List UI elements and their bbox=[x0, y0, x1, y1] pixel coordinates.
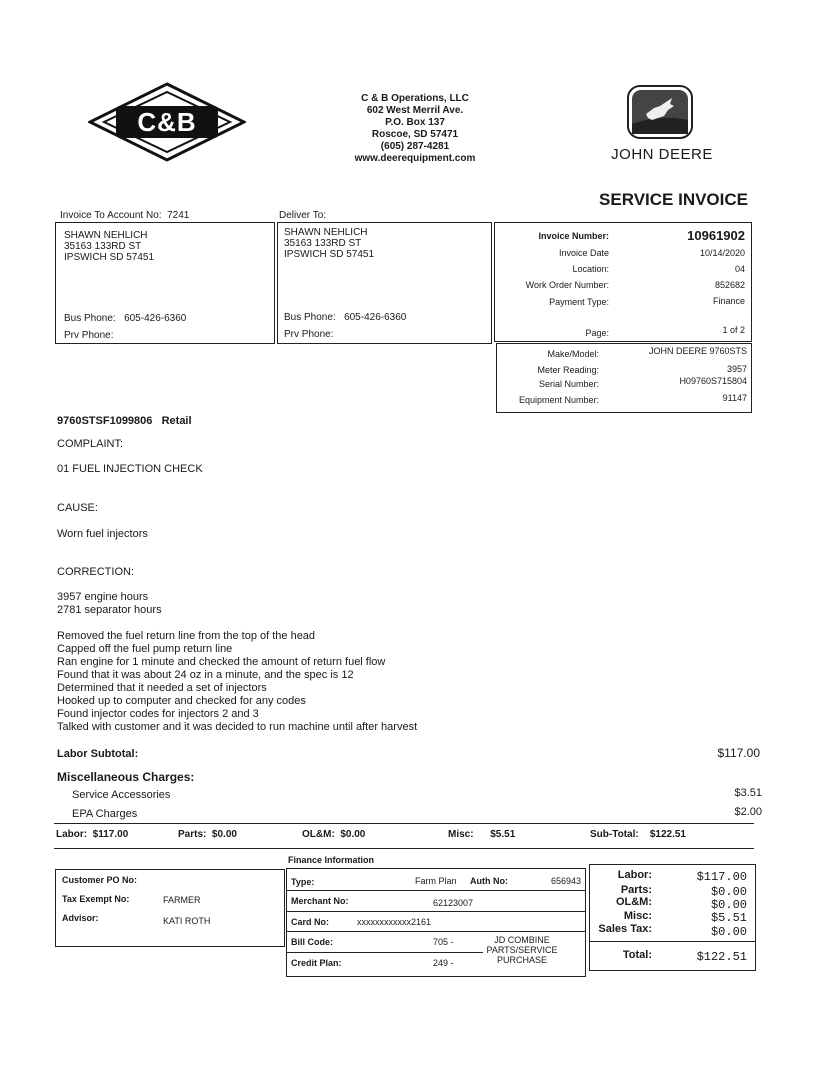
engine-hours: 3957 engine hours bbox=[57, 591, 149, 603]
summary-subtotal: $122.51 bbox=[649, 829, 686, 840]
serial-label: Serial Number: bbox=[538, 379, 599, 389]
bill-to-name: SHAWN NEHLICH bbox=[64, 230, 148, 241]
tax-exempt-value: FARMER bbox=[163, 895, 201, 905]
summary-parts: $0.00 bbox=[211, 829, 237, 840]
labor-subtotal: $117.00 bbox=[717, 746, 760, 760]
divider bbox=[590, 941, 755, 942]
separator-hours: 2781 separator hours bbox=[57, 604, 162, 616]
divider bbox=[287, 890, 585, 891]
summary-line bbox=[56, 829, 756, 843]
deliver-to-name: SHAWN NEHLICH bbox=[284, 227, 368, 238]
totals-labor: $117.00 bbox=[696, 870, 747, 884]
misc-item-amount: $2.00 bbox=[734, 806, 762, 818]
job-id: 9760STSF1099806 bbox=[57, 415, 153, 427]
merchant-label: Merchant No: bbox=[291, 896, 349, 906]
auth-label: Auth No: bbox=[470, 876, 508, 886]
divider bbox=[54, 848, 754, 849]
bill-to-bus-phone-label: Bus Phone: bbox=[64, 313, 116, 324]
invoice-number: 10961902 bbox=[687, 228, 745, 243]
divider bbox=[287, 911, 585, 912]
company-website: www.deerequipment.com bbox=[354, 153, 476, 164]
advisor-name: KATI ROTH bbox=[163, 916, 211, 926]
card-label: Card No: bbox=[291, 917, 329, 927]
totals-misc: $5.51 bbox=[710, 911, 747, 925]
company-city: Roscoe, SD 57471 bbox=[371, 129, 459, 140]
account-number: 7241 bbox=[167, 210, 190, 221]
deliver-to-city: IPSWICH SD 57451 bbox=[284, 249, 375, 260]
customer-box bbox=[55, 869, 285, 947]
hours-list bbox=[57, 591, 162, 617]
company-address-line1: 602 West Merril Ave. bbox=[366, 105, 464, 116]
bill-description bbox=[479, 935, 565, 965]
merchant-number: 62123007 bbox=[433, 898, 474, 908]
payment-type-label: Payment Type: bbox=[549, 297, 609, 307]
correction-step: Capped off the fuel pump return line bbox=[57, 643, 233, 655]
deliver-to-bus-phone: 605-426-6360 bbox=[344, 312, 407, 323]
page-number: 1 of 2 bbox=[722, 325, 745, 335]
machine-info-box bbox=[496, 343, 752, 413]
labor-subtotal-label: Labor Subtotal: bbox=[57, 748, 139, 760]
totals-misc-label: Misc: bbox=[623, 910, 652, 922]
work-order-label: Work Order Number: bbox=[525, 280, 609, 290]
correction-step: Determined that it needed a set of injectors bbox=[57, 682, 267, 694]
misc-item-name: EPA Charges bbox=[72, 808, 138, 820]
payment-type: Finance bbox=[712, 296, 745, 306]
bill-to-box bbox=[55, 222, 275, 344]
divider bbox=[54, 823, 754, 824]
bill-desc-line: PURCHASE bbox=[496, 955, 547, 965]
deliver-to-bus-phone-label: Bus Phone: bbox=[284, 312, 336, 323]
equipment-number: 91147 bbox=[722, 393, 747, 403]
complaint-label: COMPLAINT: bbox=[57, 438, 124, 450]
misc-item-name: Service Accessories bbox=[72, 789, 171, 801]
serial-number: H09760S715804 bbox=[679, 376, 747, 386]
cause-label: CAUSE: bbox=[57, 502, 98, 514]
bill-code: 705 - bbox=[433, 937, 454, 947]
divider bbox=[287, 931, 585, 932]
make-model: JOHN DEERE 9760STS bbox=[648, 346, 747, 356]
job-type: Retail bbox=[161, 415, 192, 427]
correction-step: Found injector codes for injectors 2 and 3 bbox=[57, 708, 259, 720]
credit-plan-label: Credit Plan: bbox=[291, 958, 342, 968]
bill-to-label: Invoice To Account No: 7241 bbox=[60, 210, 190, 221]
complaint-text: 01 FUEL INJECTION CHECK bbox=[57, 463, 203, 475]
summary-misc-label: Misc: bbox=[448, 829, 474, 840]
tax-exempt-label: Tax Exempt No: bbox=[62, 894, 130, 904]
company-address-line2: P.O. Box 137 bbox=[385, 117, 445, 128]
john-deere-logo bbox=[626, 84, 694, 140]
totals-tax: $0.00 bbox=[710, 925, 747, 939]
invoice-date: 10/14/2020 bbox=[699, 248, 745, 258]
summary-misc: $5.51 bbox=[490, 829, 516, 840]
totals-olm: $0.00 bbox=[710, 898, 747, 912]
summary-labor-label: Labor: bbox=[56, 829, 88, 840]
logo-text: C&B bbox=[137, 107, 197, 137]
bill-to-bus-phone: 605-426-6360 bbox=[124, 313, 187, 324]
deliver-to-label: Deliver To: bbox=[279, 210, 327, 221]
bill-to-prv-phone-label: Prv Phone: bbox=[64, 330, 114, 341]
totals-box bbox=[589, 864, 756, 971]
job-header bbox=[57, 415, 192, 427]
make-label: Make/Model: bbox=[547, 349, 599, 359]
customer-po-label: Customer PO No: bbox=[62, 875, 138, 885]
totals-tax-label: Sales Tax: bbox=[598, 923, 652, 935]
summary-olm: $0.00 bbox=[340, 829, 366, 840]
bill-code-label: Bill Code: bbox=[291, 937, 333, 947]
location-label: Location: bbox=[572, 264, 609, 274]
document-title: SERVICE INVOICE bbox=[599, 190, 748, 209]
invoice-info-box bbox=[494, 222, 752, 342]
correction-step: Ran engine for 1 minute and checked the amount of return fuel flow bbox=[57, 656, 386, 668]
summary-subtotal-label: Sub-Total: bbox=[590, 829, 639, 840]
meter-label: Meter Reading: bbox=[537, 365, 599, 375]
divider bbox=[287, 952, 483, 953]
deliver-to-prv-phone-label: Prv Phone: bbox=[284, 329, 334, 340]
company-address bbox=[330, 93, 500, 165]
work-order-number: 852682 bbox=[714, 280, 745, 290]
meter-reading: 3957 bbox=[726, 364, 747, 374]
bill-desc-line: JD COMBINE bbox=[494, 935, 550, 945]
correction-step: Removed the fuel return line from the top of the head bbox=[57, 630, 316, 642]
company-logo bbox=[88, 82, 246, 162]
bill-to-street: 35163 133RD ST bbox=[64, 241, 142, 252]
company-phone: (605) 287-4281 bbox=[380, 141, 450, 152]
bill-desc-line: PARTS/SERVICE bbox=[486, 945, 558, 955]
auth-number: 656943 bbox=[550, 876, 581, 886]
equipment-label: Equipment Number: bbox=[518, 395, 599, 405]
summary-olm-label: OL&M: bbox=[302, 829, 335, 840]
correction-step: Found that it was about 24 oz in a minute, and the spec is 12 bbox=[57, 669, 354, 681]
page-label: Page: bbox=[585, 328, 609, 338]
summary-parts-label: Parts: bbox=[178, 829, 207, 840]
misc-item-amount: $3.51 bbox=[734, 787, 762, 799]
correction-steps bbox=[57, 630, 417, 734]
invoice-number-label: Invoice Number: bbox=[538, 231, 609, 241]
misc-charges-label: Miscellaneous Charges: bbox=[57, 770, 195, 784]
totals-parts: $0.00 bbox=[710, 885, 747, 899]
totals-total: $122.51 bbox=[696, 950, 747, 964]
bill-to-city: IPSWICH SD 57451 bbox=[64, 252, 155, 263]
company-name: C & B Operations, LLC bbox=[361, 93, 469, 104]
totals-olm-label: OL&M: bbox=[615, 896, 652, 908]
finance-box bbox=[286, 868, 586, 977]
card-number: xxxxxxxxxxxx2161 bbox=[357, 917, 432, 927]
deliver-to-street: 35163 133RD ST bbox=[284, 238, 362, 249]
finance-title: Finance Information bbox=[288, 855, 375, 865]
advisor-label: Advisor: bbox=[62, 913, 99, 923]
deliver-to-box bbox=[277, 222, 492, 344]
correction-label: CORRECTION: bbox=[57, 566, 134, 578]
correction-step: Hooked up to computer and checked for any codes bbox=[57, 695, 306, 707]
invoice-date-label: Invoice Date bbox=[558, 248, 609, 258]
credit-plan: 249 - bbox=[433, 958, 454, 968]
totals-labor-label: Labor: bbox=[617, 869, 652, 881]
finance-type-label: Type: bbox=[291, 877, 315, 887]
correction-step: Talked with customer and it was decided to run machine until after harvest bbox=[57, 721, 418, 733]
finance-type: Farm Plan bbox=[415, 876, 457, 886]
location-value: 04 bbox=[734, 264, 745, 274]
brand-name: JOHN DEERE bbox=[611, 146, 713, 163]
totals-total-label: Total: bbox=[622, 949, 652, 961]
cause-text: Worn fuel injectors bbox=[57, 528, 148, 540]
totals-parts-label: Parts: bbox=[620, 884, 652, 896]
summary-labor: $117.00 bbox=[92, 829, 129, 840]
